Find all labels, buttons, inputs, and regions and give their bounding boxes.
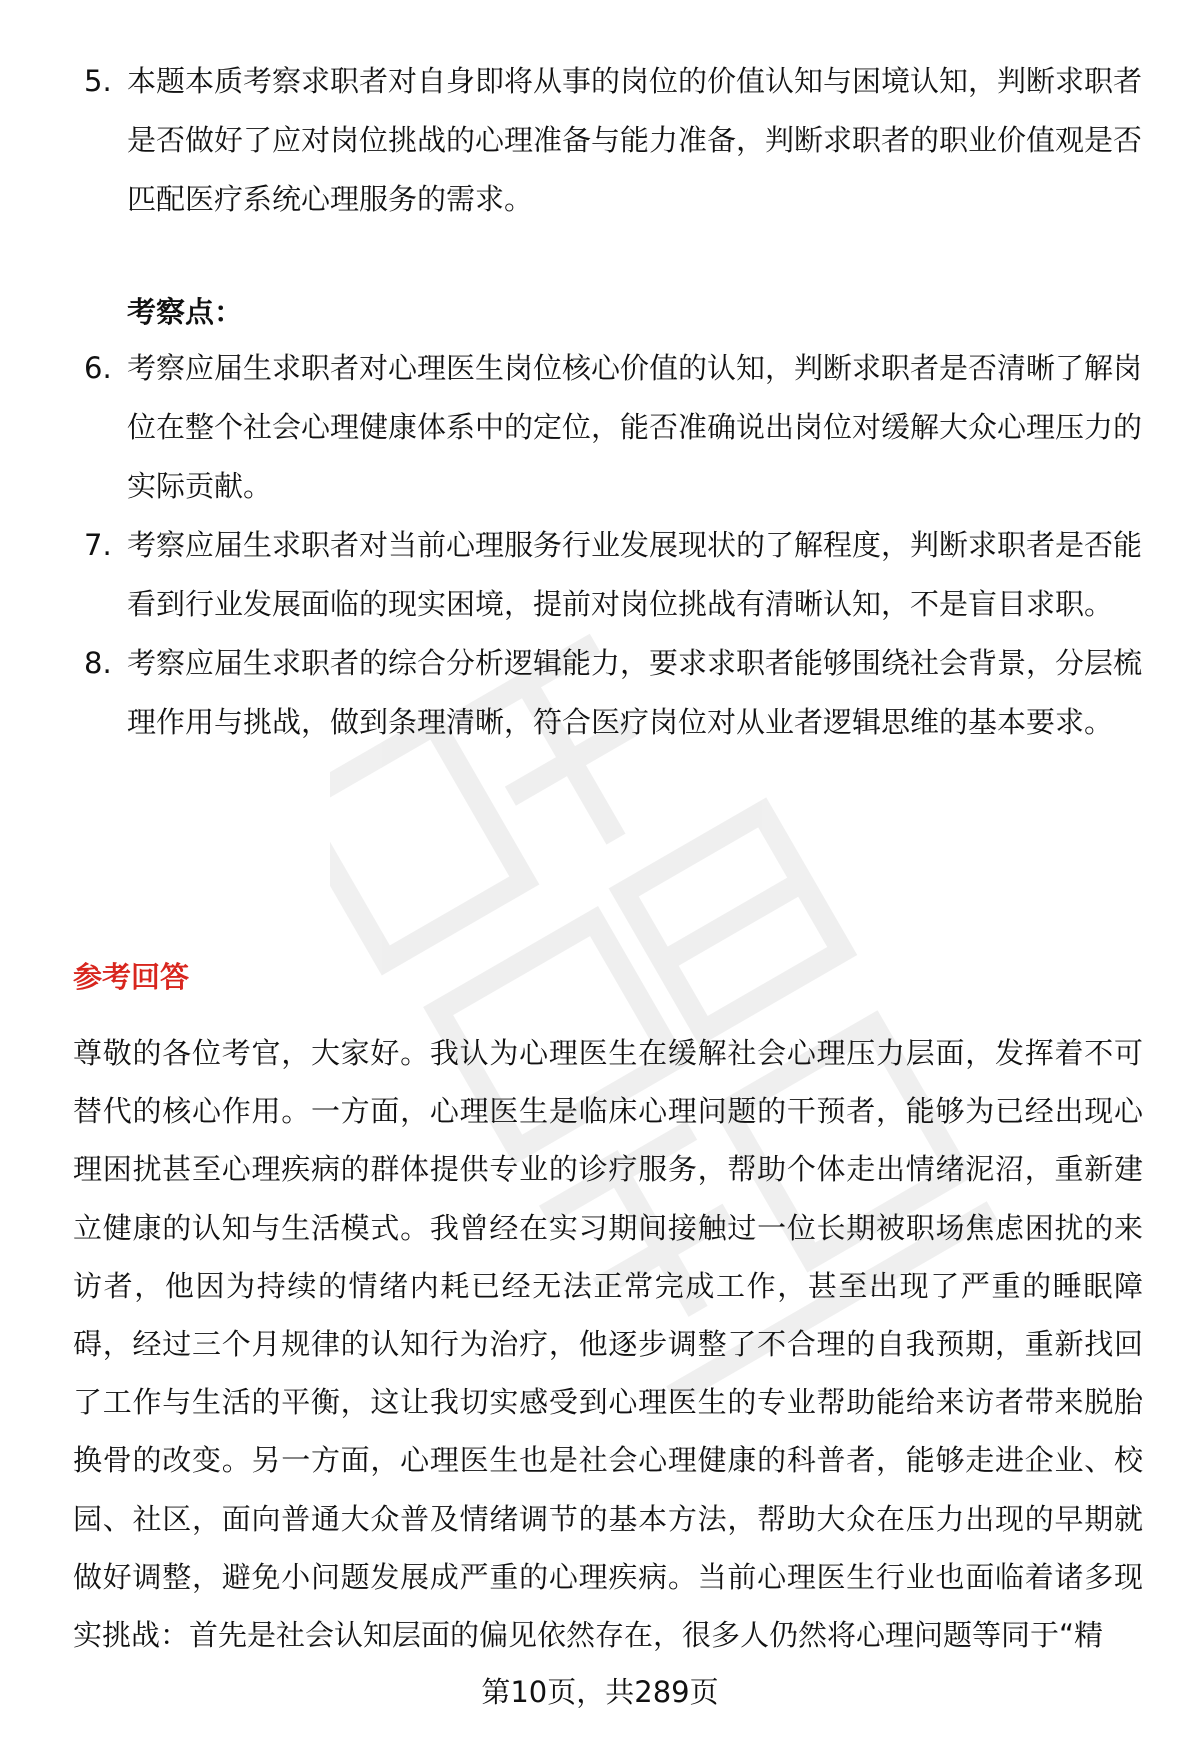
list-text: 考察应届生求职者对当前心理服务行业发展现状的了解程度，判断求职者是否能看到行业发展面临的现实困境，提前对岗位挑战有清晰认知，不是盲目求职。 [127,528,1143,621]
considerations-list-part2 [0,339,1200,752]
page-footer: 第10页，共289页 [481,1675,719,1709]
list-number: 6. [84,351,112,385]
list-number: 7. [84,528,112,562]
examine-points-heading: 考察点： [127,295,244,329]
list-text: 考察应届生求职者对心理医生岗位核心价值的认知，判断求职者是否清晰了解岗位在整个社会心理健康体系中的定位，能否准确说出岗位对缓解大众心理压力的实际贡献。 [127,351,1143,503]
list-text: 本题本质考察求职者对自身即将从事的岗位的价值认知与困境认知，判断求职者是否做好了应对岗位挑战的心理准备与能力准备，判断求职者的职业价值观是否匹配医疗系统心理服务的需求。 [127,64,1143,216]
reference-answer-heading: 参考回答 [73,960,190,994]
list-item [0,52,1200,229]
list-item [0,516,1200,634]
list-text: 考察应届生求职者的综合分析逻辑能力，要求求职者能够围绕社会背景，分层梳理作用与挑战，做到条理清晰，符合医疗岗位对从业者逻辑思维的基本要求。 [127,646,1143,739]
list-number: 8. [84,646,112,680]
reference-answer-body: 尊敬的各位考官，大家好。我认为心理医生在缓解社会心理压力层面，发挥着不可替代的核心作用。一方面，心理医生是临床心理问题的干预者，能够为已经出现心理困扰甚至心理疾病的群体提供专业的诊疗服务，帮助个体走出情绪泥沼，重新建立健康的认知与生活模式。我曾经在实习期间接触过一位长期被职场焦虑困扰的来访者，他因为持续的情绪内耗已经无法正常完成工作，甚至出现了严重的睡眠障碍，经过三个月规律的认知行为治疗，他逐步调整了不合理的自我预期，重新找回了工作与生活的平衡，这让我切实感受到心理医生的专业帮助能给来访者带来脱胎换骨的改变。另一方面，心理医生也是社会心理健康的科普者，能够走进企业、校园、社区，面向普通大众普及情绪调节的基本方法，帮助大众在压力出现的早期就做好调整，避免小问题发展成严重的心理疾病。当前心理医生行业也面临着诸多现实挑战：首先是社会认知层面的偏见依然存在，很多人仍然将心理问题等同于“精 [73,1036,1143,1653]
list-item [0,339,1200,516]
considerations-list-part1 [0,52,1200,229]
list-item [0,634,1200,752]
list-number: 5. [84,64,112,98]
